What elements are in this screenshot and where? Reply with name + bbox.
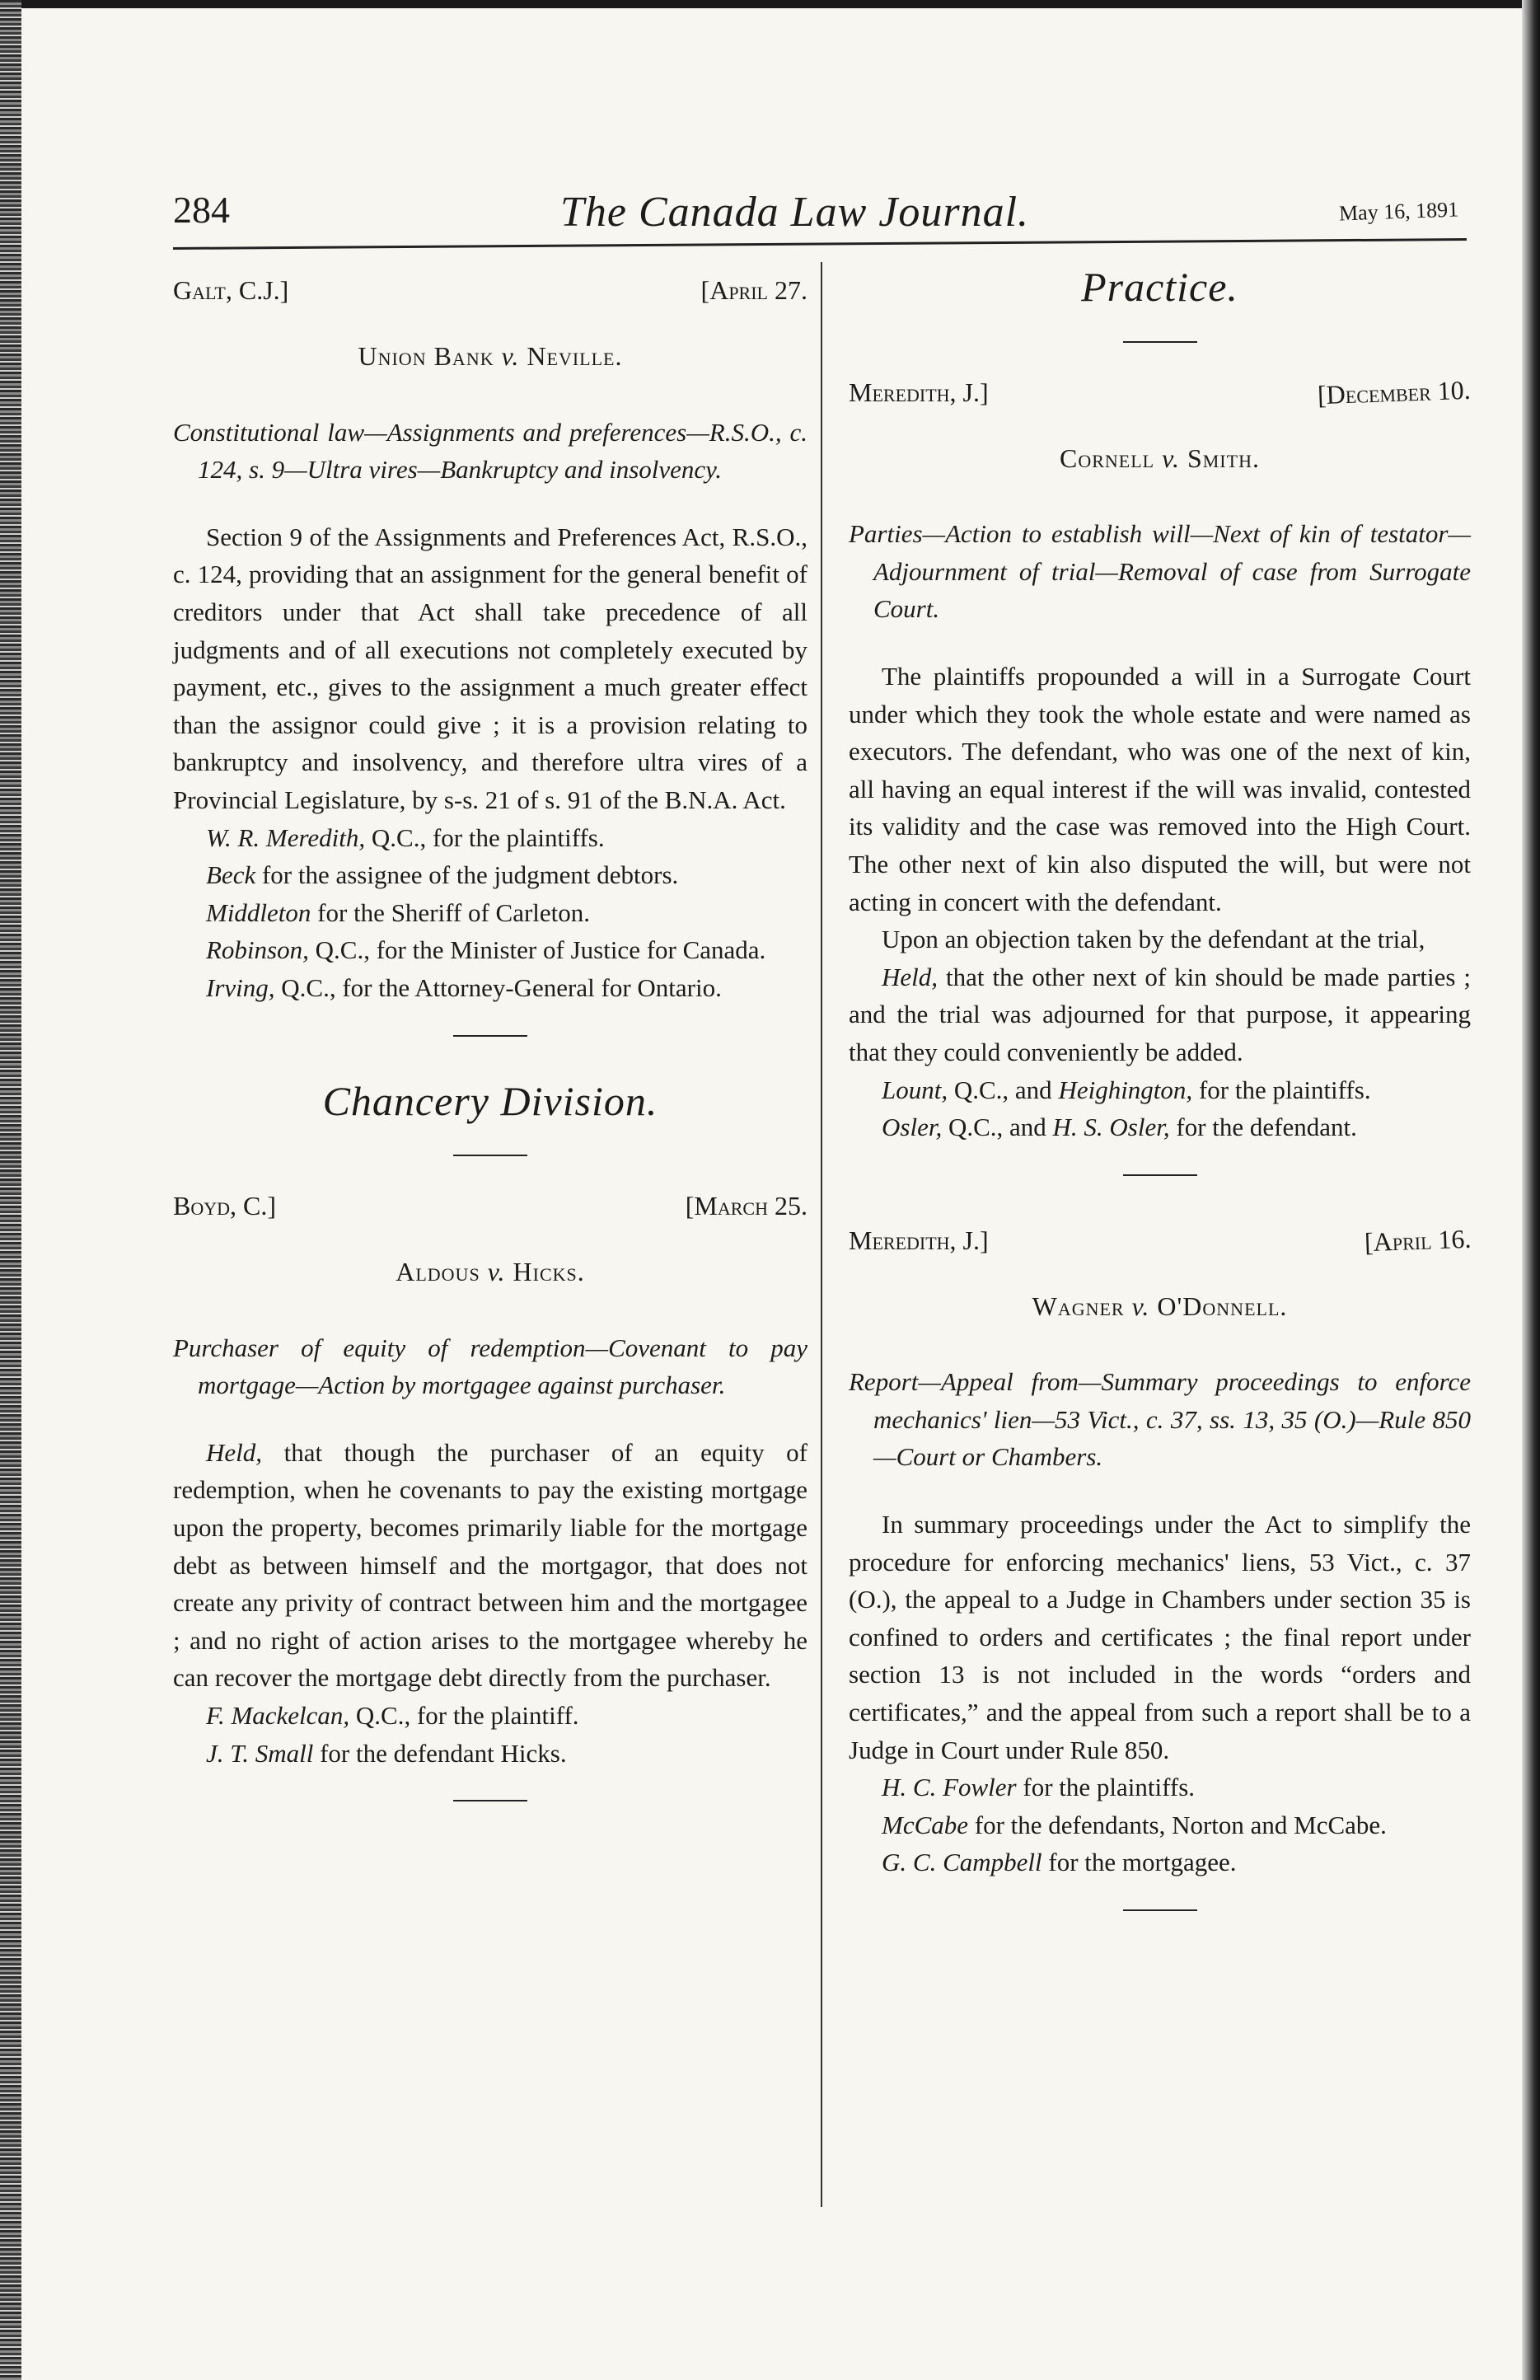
counsel-role: Q.C., for the plaintiffs.: [365, 822, 605, 852]
page-right-edge: [1522, 0, 1540, 2380]
counsel-line: [173, 1735, 807, 1773]
page-top-edge: [0, 0, 1540, 8]
counsel-line: [849, 1071, 1471, 1109]
section-separator: [453, 1800, 527, 1801]
decision-date: [March 25.: [685, 1191, 807, 1221]
headnote: [173, 1434, 807, 1697]
judge-name: Meredith, J.]: [849, 377, 989, 407]
party-b: O'Donnell.: [1157, 1291, 1288, 1321]
counsel-name-2: Heighington,: [1058, 1075, 1193, 1104]
page-number: 284: [173, 189, 230, 231]
headnote: The plaintiffs propounded a will in a Surrogate Court under which they took the whole estate and were named as executors. The defendant, who was one of the next of kin, all having an equal interest if the will was invalid, contested its validity and the case was removed into the High Court. The other next of kin also disputed the will, but were not acting in concert with the defendant.: [849, 661, 1471, 916]
counsel-role: for the Sheriff of Carleton.: [311, 897, 591, 927]
counsel-line: [173, 819, 807, 857]
section-separator: [1123, 1909, 1197, 1911]
headnote-objection: Upon an objection taken by the defendant at the trial,: [882, 925, 1425, 954]
counsel-role: for the defendant Hicks.: [313, 1738, 567, 1768]
party-a: Wagner: [1032, 1291, 1125, 1321]
column-divider: [821, 262, 822, 2207]
counsel-role: Q.C., for the Minister of Justice for Canada.: [308, 935, 766, 965]
counsel-role: Q.C., for the plaintiff.: [349, 1701, 579, 1731]
case-title: [173, 1253, 807, 1291]
holding-text: that the other next of kin should be made parties ; and the trial was adjourned for that purpose, it appearing that they could conveniently be added.: [849, 962, 1471, 1066]
catchwords: Purchaser of equity of redemption—Covenant to pay mortgage—Action by mortgagee against purchaser.: [173, 1333, 807, 1400]
counsel-line: [173, 969, 807, 1007]
counsel-name: G. C. Campbell: [882, 1848, 1042, 1877]
running-header: [173, 188, 1458, 246]
versus: v.: [487, 1257, 506, 1287]
section-separator: [453, 1155, 527, 1156]
party-b: Hicks.: [513, 1257, 585, 1287]
counsel-role: for the plaintiffs.: [1016, 1773, 1196, 1802]
issue-date: May 16, 1891: [1338, 197, 1459, 226]
case-report-wagner: [849, 1222, 1471, 1881]
counsel-line: [849, 1844, 1471, 1881]
decision-date: [April 16.: [1363, 1223, 1472, 1257]
versus: v.: [1162, 443, 1180, 473]
section-title-chancery: Chancery Division.: [322, 1077, 658, 1124]
counsel-line: [849, 1108, 1471, 1146]
catchwords: Constitutional law—Assignments and preferences—R.S.O., c. 124, s. 9—Ultra vires—Bankruptcy and insolvency.: [173, 417, 807, 485]
counsel-role: for the defendants, Norton and McCabe.: [968, 1810, 1387, 1839]
party-b: Neville.: [527, 341, 623, 371]
counsel-name: Beck: [206, 860, 256, 890]
catchwords: Parties—Action to establish will—Next of kin of testator—Adjournment of trial—Removal of case from Surrogate Court.: [849, 519, 1471, 624]
counsel-name-2: H. S. Osler,: [1052, 1113, 1170, 1142]
case-title: [849, 440, 1471, 478]
versus: v.: [1131, 1291, 1150, 1321]
counsel-role: for the mortgagee.: [1041, 1848, 1237, 1877]
case-report-cornell: [849, 374, 1471, 1146]
judge-name: Meredith, J.]: [849, 1225, 989, 1255]
counsel-name: McCabe: [882, 1810, 969, 1839]
counsel-name: Irving,: [206, 972, 275, 1002]
binding-edge: [0, 0, 21, 2380]
section-separator: [1123, 1174, 1197, 1176]
case-title: [849, 1288, 1471, 1326]
counsel-role: Q.C., and: [942, 1113, 1053, 1142]
counsel-role: for the assignee of the judgment debtors.: [255, 860, 679, 890]
journal-title: The Canada Law Journal.: [560, 189, 1030, 236]
judge-line: [849, 374, 1471, 412]
section-separator: [453, 1035, 527, 1037]
party-a: Aldous: [396, 1257, 480, 1287]
decision-date: [December 10.: [1317, 374, 1472, 410]
counsel-line: [173, 931, 807, 969]
right-column: [849, 264, 1472, 1942]
judge-name: Boyd, C.]: [173, 1191, 277, 1221]
counsel-name: F. Mackelcan,: [206, 1701, 350, 1731]
held-word: Held,: [206, 1437, 263, 1467]
headnote: In summary proceedings under the Act to simplify the procedure for enforcing mechanics' liens, 53 Vict., c. 37 (O.), the appeal to a Judge in Chambers under section 35 is confined to orders and certificates ; the final report under section 13 is not included in the words “orders and certificates,” and the appeal from such a report shall be to a Judge in Court under Rule 850.: [849, 1510, 1471, 1764]
counsel-role-2: for the defendant.: [1169, 1113, 1357, 1142]
decision-date: [April 27.: [700, 275, 807, 305]
counsel-line: [173, 1697, 807, 1735]
counsel-line: [849, 1806, 1471, 1844]
counsel-role-2: for the plaintiffs.: [1192, 1075, 1371, 1104]
case-report-union-bank: [173, 272, 807, 1007]
section-title-practice: Practice.: [1081, 264, 1238, 310]
headnote-text: that though the purchaser of an equity of redemption, when he covenants to pay the existing mortgage upon the property, becomes primarily liable for the mortgage debt as between himself and the mortgagor, that does not create any privity of contract between him and the mortgagee ; and no right of action arises to the mortgagee whereby he can recover the mortgage debt directly from the purchaser.: [173, 1437, 807, 1693]
party-b: Smith.: [1187, 443, 1260, 473]
counsel-name: W. R. Meredith,: [206, 822, 366, 852]
case-report-aldous: [173, 1188, 807, 1772]
counsel-name: J. T. Small: [206, 1738, 314, 1768]
headnote: Section 9 of the Assignments and Preferences Act, R.S.O., c. 124, providing that an assignment for the general benefit of creditors under that Act shall take precedence of all judgments and of all executions not completely executed by payment, etc., gives to the assignment a much greater effect than the assignor could give ; it is a provision relating to bankruptcy and insolvency, and therefore ultra vires of a Provincial Legislature, by s-s. 21 of s. 91 of the B.N.A. Act.: [173, 522, 807, 814]
holding: [849, 958, 1471, 1071]
section-separator: [1123, 341, 1197, 343]
case-title: [173, 338, 807, 376]
counsel-role: Q.C., for the Attorney-General for Ontario.: [274, 972, 722, 1002]
counsel-line: [849, 1769, 1471, 1806]
judge-name: Galt, C.J.]: [173, 275, 289, 305]
judge-line: [173, 1188, 807, 1225]
party-a: Cornell: [1060, 443, 1155, 473]
counsel-name: Middleton: [206, 897, 311, 927]
left-column: [173, 272, 807, 1833]
party-a: Union Bank: [358, 341, 494, 371]
versus: v.: [501, 341, 520, 371]
counsel-line: [173, 856, 807, 894]
counsel-name: Osler,: [882, 1113, 943, 1142]
held-word: Held,: [882, 962, 939, 991]
counsel-role: Q.C., and: [948, 1075, 1059, 1104]
counsel-name: H. C. Fowler: [882, 1773, 1017, 1802]
judge-line: [173, 272, 807, 310]
counsel-name: Robinson,: [206, 935, 309, 965]
counsel-line: [173, 894, 807, 932]
counsel-name: Lount,: [882, 1075, 948, 1104]
catchwords: Report—Appeal from—Summary proceedings to enforce mechanics' lien—53 Vict., c. 37, ss. 13, 35 (O.)—Rule 850—Court or Chambers.: [849, 1367, 1471, 1472]
judge-line: [849, 1222, 1471, 1260]
